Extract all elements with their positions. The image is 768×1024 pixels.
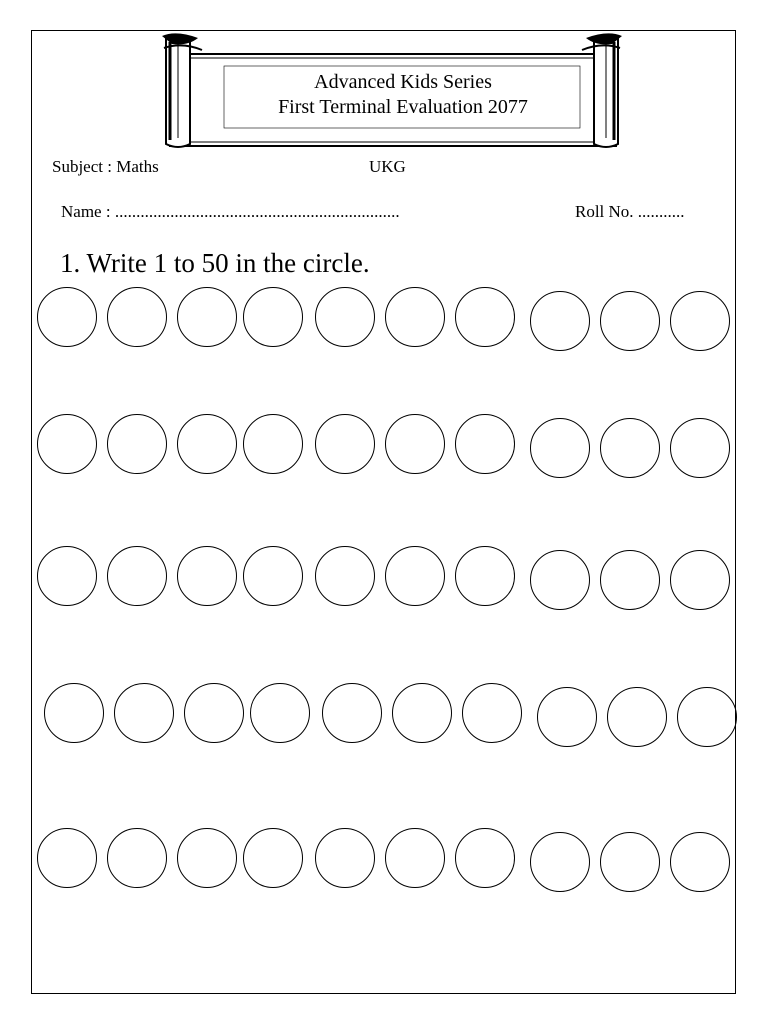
- answer-circle[interactable]: [243, 414, 303, 474]
- answer-circle[interactable]: [537, 687, 597, 747]
- question-text: 1. Write 1 to 50 in the circle.: [60, 248, 370, 278]
- answer-circle[interactable]: [392, 683, 452, 743]
- answer-circle[interactable]: [177, 546, 237, 606]
- answer-circle[interactable]: [44, 683, 104, 743]
- header-scroll-banner: [158, 32, 626, 150]
- answer-circle[interactable]: [243, 546, 303, 606]
- series-title: Advanced Kids Series: [314, 71, 492, 93]
- answer-circle[interactable]: [455, 414, 515, 474]
- exam-title: First Terminal Evaluation 2077: [278, 96, 528, 118]
- answer-circle[interactable]: [243, 287, 303, 347]
- grade-label: UKG: [369, 157, 406, 176]
- answer-circle[interactable]: [670, 832, 730, 892]
- answer-circle[interactable]: [677, 687, 737, 747]
- answer-circle[interactable]: [184, 683, 244, 743]
- answer-circle[interactable]: [177, 828, 237, 888]
- answer-circle[interactable]: [455, 828, 515, 888]
- answer-circle[interactable]: [600, 550, 660, 610]
- banner-title-block: [228, 70, 578, 120]
- answer-circle[interactable]: [315, 414, 375, 474]
- answer-circle[interactable]: [250, 683, 310, 743]
- answer-circle[interactable]: [177, 287, 237, 347]
- answer-circle[interactable]: [107, 414, 167, 474]
- answer-circle[interactable]: [315, 287, 375, 347]
- answer-circle[interactable]: [107, 287, 167, 347]
- answer-circle[interactable]: [455, 287, 515, 347]
- answer-circle[interactable]: [37, 414, 97, 474]
- answer-circle[interactable]: [607, 687, 667, 747]
- subject-label: Subject : Maths: [52, 157, 159, 176]
- answer-circle[interactable]: [385, 287, 445, 347]
- answer-circle[interactable]: [385, 828, 445, 888]
- answer-circle[interactable]: [670, 418, 730, 478]
- answer-circle[interactable]: [455, 546, 515, 606]
- answer-circle[interactable]: [600, 832, 660, 892]
- answer-circle[interactable]: [315, 546, 375, 606]
- answer-circle[interactable]: [37, 546, 97, 606]
- answer-circle[interactable]: [37, 287, 97, 347]
- answer-circle[interactable]: [322, 683, 382, 743]
- answer-circle[interactable]: [670, 550, 730, 610]
- answer-circle[interactable]: [114, 683, 174, 743]
- answer-circle[interactable]: [385, 414, 445, 474]
- answer-circle[interactable]: [107, 546, 167, 606]
- answer-circle[interactable]: [530, 291, 590, 351]
- answer-circle[interactable]: [530, 832, 590, 892]
- answer-circle[interactable]: [530, 418, 590, 478]
- answer-circle[interactable]: [385, 546, 445, 606]
- roll-number-field: Roll No. ...........: [575, 202, 685, 221]
- answer-circle[interactable]: [315, 828, 375, 888]
- answer-circle[interactable]: [177, 414, 237, 474]
- answer-circle[interactable]: [462, 683, 522, 743]
- answer-circle[interactable]: [37, 828, 97, 888]
- name-field: Name : ...................................................................: [61, 202, 400, 221]
- answer-circle[interactable]: [243, 828, 303, 888]
- answer-circle[interactable]: [600, 418, 660, 478]
- answer-circle[interactable]: [670, 291, 730, 351]
- answer-circle[interactable]: [600, 291, 660, 351]
- answer-circle[interactable]: [107, 828, 167, 888]
- answer-circle[interactable]: [530, 550, 590, 610]
